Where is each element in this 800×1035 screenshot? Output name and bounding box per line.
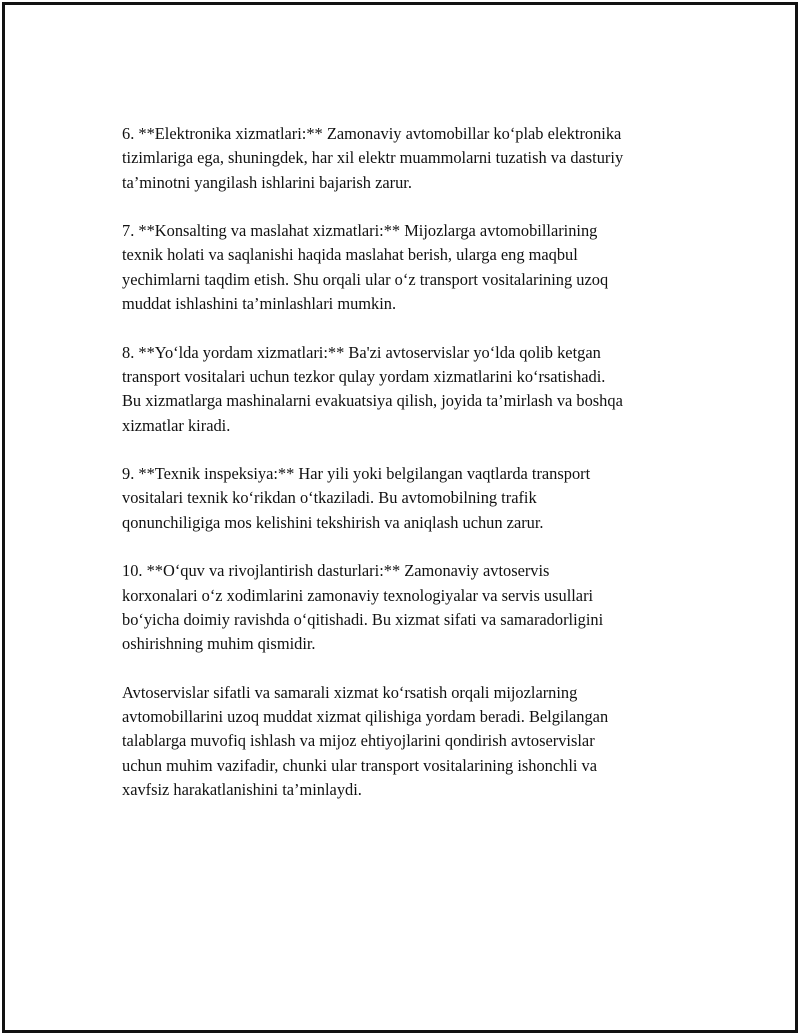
text-line: texnik holati va saqlanishi haqida maslahat berish, ularga eng maqbul (122, 245, 578, 265)
paragraph-technical-inspection (122, 462, 702, 535)
text-line: Avtoservislar sifatli va samarali xizmat ko‘rsatish orqali mijozlarning (122, 682, 578, 702)
text-line: 10. **O‘quv va rivojlantirish dasturlari:** Zamonaviy avtoservis (122, 561, 550, 581)
text-line: vositalari texnik ko‘rikdan o‘tkaziladi. Bu avtomobilning trafik (122, 488, 537, 508)
paragraph-consulting-services (122, 219, 702, 316)
text-line: xizmatlar kiradi. (122, 415, 231, 435)
paragraph-roadside-assistance (122, 341, 702, 438)
text-line: talablarga muvofiq ishlash va mijoz ehtiyojlarini qondirish avtoservislar (122, 731, 595, 751)
text-line: Bu xizmatlarga mashinalarni evakuatsiya qilish, joyida ta’mirlash va boshqa (122, 391, 623, 411)
text-line: avtomobillarini uzoq muddat xizmat qilishiga yordam beradi. Belgilangan (122, 707, 609, 727)
text-line: 9. **Texnik inspeksiya:** Har yili yoki belgilangan vaqtlarda transport (122, 464, 591, 484)
paragraph-electronics-services (122, 122, 702, 195)
text-line: muddat ishlashini ta’minlashlari mumkin. (122, 294, 397, 314)
text-line: oshirishning muhim qismidir. (122, 634, 316, 654)
text-line: ta’minotni yangilash ishlarini bajarish zarur. (122, 172, 412, 192)
document-body (122, 122, 702, 827)
text-line: xavfsiz harakatlanishini ta’minlaydi. (122, 780, 362, 800)
text-line: tizimlariga ega, shuningdek, har xil elektr muammolarni tuzatish va dasturiy (122, 148, 624, 168)
text-line: 8. **Yo‘lda yordam xizmatlari:** Ba'zi avtoservislar yo‘lda qolib ketgan (122, 342, 601, 362)
page-frame (2, 2, 798, 1033)
paragraph-conclusion (122, 681, 702, 802)
text-line: korxonalari o‘z xodimlarini zamonaviy texnologiyalar va servis usullari (122, 585, 594, 605)
text-line: transport vositalari uchun tezkor qulay yordam xizmatlarini ko‘rsatishadi. (122, 366, 606, 386)
paragraph-training-programs (122, 559, 702, 656)
text-line: qonunchiligiga mos kelishini tekshirish va aniqlash uchun zarur. (122, 512, 544, 532)
text-line: 6. **Elektronika xizmatlari:** Zamonaviy avtomobillar ko‘plab elektronika (122, 124, 622, 143)
text-line: bo‘yicha doimiy ravishda o‘qitishadi. Bu xizmat sifati va samaradorligini (122, 609, 604, 629)
text-line: uchun muhim vazifadir, chunki ular transport vositalarining ishonchli va (122, 755, 598, 775)
text-line: 7. **Konsalting va maslahat xizmatlari:** Mijozlarga avtomobillarining (122, 221, 598, 241)
text-line: yechimlarni taqdim etish. Shu orqali ular o‘z transport vositalarining uzoq (122, 269, 609, 289)
